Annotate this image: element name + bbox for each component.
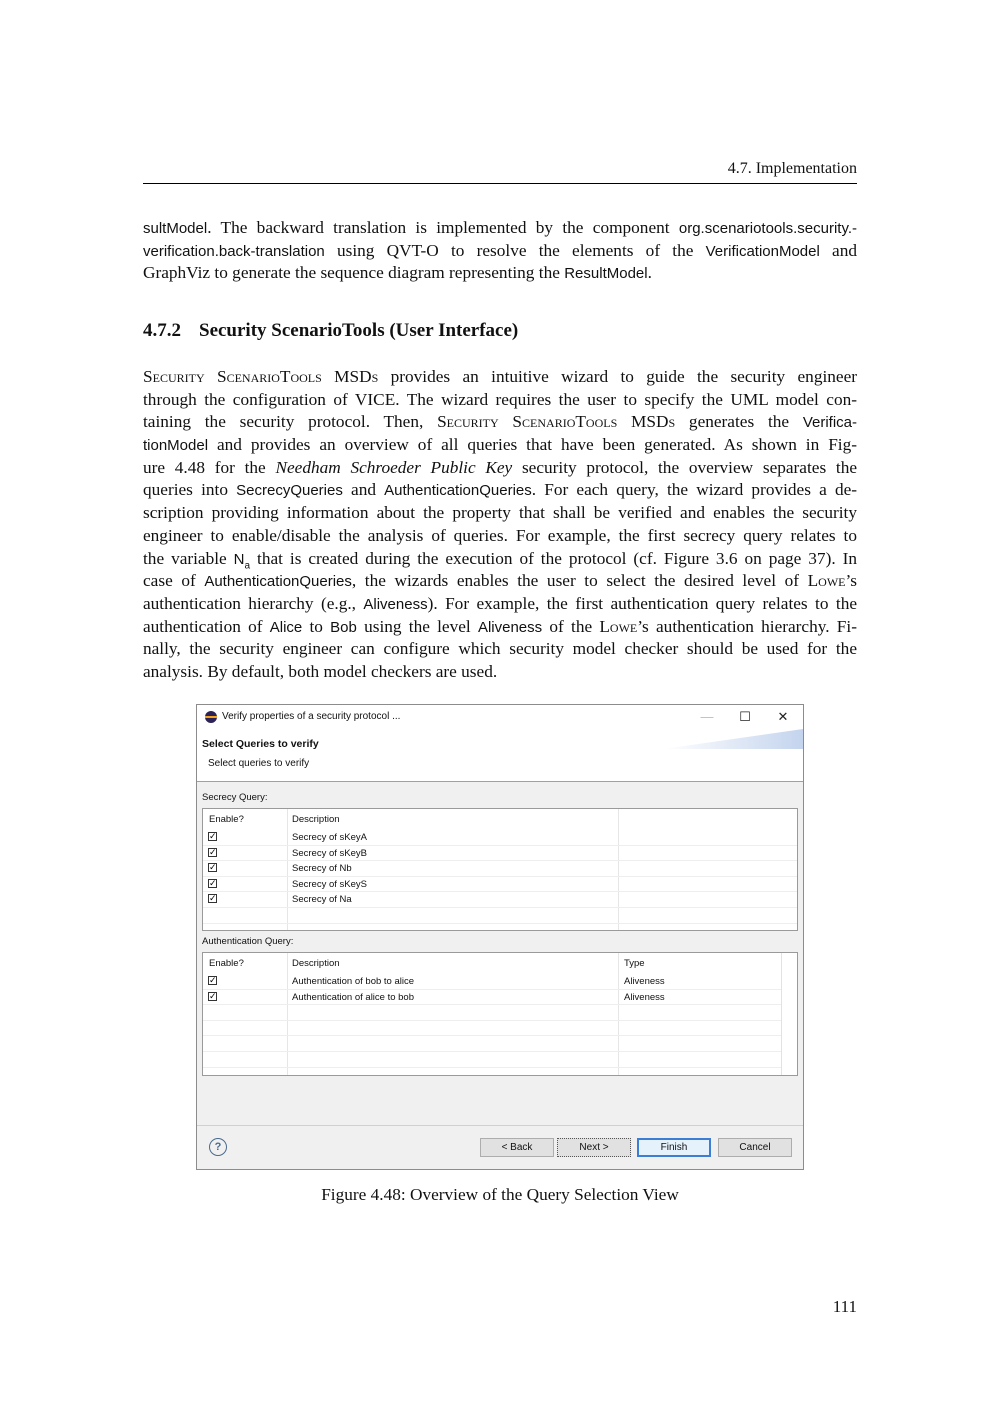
intro-line-2 xyxy=(143,240,857,263)
text-run: ure 4.48 for the xyxy=(143,457,276,477)
text-run: authentication hierarchy (e.g., xyxy=(143,593,364,613)
text-run: and xyxy=(819,240,857,260)
wizard-page-title: Select Queries to verify xyxy=(202,738,319,750)
code-term: AuthenticationQueries xyxy=(384,482,532,500)
text-run: . xyxy=(647,263,652,283)
tool-name: Security ScenarioTools MSDs xyxy=(143,367,379,386)
code-term: Bob xyxy=(330,618,357,636)
table-header xyxy=(203,809,797,827)
table-row-empty xyxy=(203,908,797,924)
page-number: 111 xyxy=(832,1297,857,1316)
enable-checkbox[interactable]: ✓ xyxy=(209,862,217,873)
window-title: Verify properties of a security protocol ... xyxy=(222,711,401,722)
minimize-button[interactable]: — xyxy=(700,709,714,724)
query-description: Secrecy of sKeyA xyxy=(292,832,367,843)
query-selection-dialog xyxy=(196,704,804,1170)
enable-checkbox[interactable]: ✓ xyxy=(209,975,217,985)
column-header-type[interactable]: Type xyxy=(624,958,645,969)
authentication-type[interactable]: Aliveness xyxy=(624,991,665,1003)
code-term: verification.back-translation xyxy=(143,242,325,260)
author-name: Lowe xyxy=(599,616,638,636)
code-term: ResultModel xyxy=(564,265,648,283)
text-run: to xyxy=(302,616,331,636)
section-number: 4.7.2 xyxy=(143,320,181,341)
table-row[interactable] xyxy=(203,830,797,846)
eclipse-icon xyxy=(205,711,217,723)
body-line-10 xyxy=(143,570,857,593)
tool-name: Security ScenarioTools MSDs xyxy=(437,412,676,432)
text-run: using the level xyxy=(356,616,478,636)
query-description: Authentication of bob to alice xyxy=(292,976,415,987)
body-line-3 xyxy=(143,411,857,434)
footer-divider xyxy=(197,1125,803,1126)
code-term: Alice xyxy=(269,618,303,636)
enable-checkbox[interactable]: ✓ xyxy=(209,990,217,1001)
text-run: provides an intuitive wizard to guide the security engineer xyxy=(378,367,858,386)
text-run: ’s authentication hierarchy. Fi- xyxy=(637,616,857,636)
body-line-11 xyxy=(143,593,857,616)
body-line-14: analysis. By default, both model checkers are used. xyxy=(143,661,498,681)
banner-graphic xyxy=(663,729,803,749)
enable-checkbox[interactable]: ✓ xyxy=(209,893,217,904)
window-titlebar xyxy=(197,705,803,729)
help-icon[interactable]: ? xyxy=(209,1138,227,1156)
table-row[interactable] xyxy=(203,974,797,990)
author-name: Lowe xyxy=(807,571,846,591)
query-description: Secrecy of sKeyS xyxy=(292,878,367,890)
table-row[interactable] xyxy=(203,861,797,877)
text-run: . The backward translation is implemented by the component xyxy=(207,218,679,237)
body-line-8: engineer to enable/disable the analysis of queries. For example, the first secrecy query relates to xyxy=(143,525,857,545)
table-row-empty xyxy=(203,1005,797,1021)
body-line-4 xyxy=(143,434,857,457)
authentication-type[interactable]: Aliveness xyxy=(624,976,665,987)
body-line-5 xyxy=(143,457,857,480)
column-header-description[interactable]: Description xyxy=(292,958,340,969)
running-header: 4.7. Implementation xyxy=(727,160,857,177)
text-run: taining the security protocol. Then, xyxy=(143,412,438,432)
table-row[interactable] xyxy=(203,892,797,908)
text-run: case of xyxy=(143,571,205,591)
subscript: a xyxy=(244,559,251,571)
text-run: , the wizards enables the user to select the desired level of xyxy=(351,571,808,591)
table-row[interactable] xyxy=(203,846,797,862)
close-button[interactable]: ✕ xyxy=(777,709,789,724)
intro-paragraph xyxy=(143,217,857,285)
text-run: ). For example, the first authentication query relates to the xyxy=(427,593,858,613)
text-run: GraphViz to generate the sequence diagram representing the xyxy=(143,263,565,283)
body-paragraph xyxy=(143,366,857,684)
code-term: sultModel xyxy=(143,220,208,237)
finish-button[interactable]: Finish xyxy=(637,1138,711,1157)
body-line-1 xyxy=(143,366,857,389)
secrecy-query-table[interactable] xyxy=(202,808,798,931)
body-line-13: nally, the security engineer can configure which security model checker should be used for the xyxy=(143,639,857,659)
wizard-banner xyxy=(197,729,803,782)
text-run: and provides an overview of all queries that have been generated. As shown in Fig- xyxy=(208,435,857,455)
enable-checkbox[interactable]: ✓ xyxy=(209,846,217,857)
enable-checkbox[interactable]: ✓ xyxy=(209,831,217,841)
code-term: SecrecyQueries xyxy=(236,482,343,500)
figure-caption: Figure 4.48: Overview of the Query Selection View xyxy=(321,1185,679,1204)
text-run: security protocol, the overview separates the xyxy=(512,457,858,477)
authentication-query-table[interactable] xyxy=(202,952,798,1076)
code-term: Verifica- xyxy=(802,414,858,432)
next-button[interactable]: Next > xyxy=(557,1138,631,1157)
code-term: Aliveness xyxy=(477,618,543,636)
query-description: Authentication of alice to bob xyxy=(292,991,415,1003)
text-run: queries into xyxy=(143,480,237,500)
code-term: N xyxy=(233,550,245,568)
text-run: . For each query, the wizard provides a de- xyxy=(531,480,858,500)
text-run: that is created during the execution of the protocol (cf. Figure 3.6 on page 37). In xyxy=(250,548,857,568)
intro-line-1 xyxy=(143,217,857,240)
code-term: org.scenariotools.security.- xyxy=(678,220,857,237)
column-header-enable[interactable]: Enable? xyxy=(209,814,244,825)
code-term: AuthenticationQueries xyxy=(204,573,352,591)
authentication-query-label: Authentication Query: xyxy=(202,936,294,947)
enable-checkbox[interactable]: ✓ xyxy=(209,877,217,888)
query-description: Secrecy of Nb xyxy=(292,863,352,875)
text-run: using QVT-O to resolve the elements of the xyxy=(324,240,706,260)
vertical-scrollbar[interactable] xyxy=(781,953,797,1075)
protocol-name: Needham Schroeder Public Key xyxy=(275,457,513,477)
table-row[interactable] xyxy=(203,990,797,1006)
query-description: Secrecy of Na xyxy=(292,894,352,906)
text-run: ’s xyxy=(845,571,858,591)
text-run: generates the xyxy=(675,412,803,432)
intro-line-3 xyxy=(143,262,857,285)
code-term: VerificationModel xyxy=(705,242,820,260)
table-row-empty xyxy=(203,1036,797,1052)
table-row[interactable] xyxy=(203,877,797,893)
code-term: tionModel xyxy=(143,437,209,455)
column-header-enable[interactable]: Enable? xyxy=(209,958,244,969)
maximize-button[interactable]: ☐ xyxy=(739,709,751,724)
wizard-page-subtitle: Select queries to verify xyxy=(208,758,310,769)
text-run: the variable xyxy=(143,548,234,568)
section-title: Security ScenarioTools (User Interface) xyxy=(199,320,519,341)
header-rule xyxy=(143,183,857,184)
table-header xyxy=(203,953,797,971)
table-row-empty xyxy=(203,1052,797,1068)
back-button[interactable]: < Back xyxy=(480,1138,554,1157)
body-line-12 xyxy=(143,616,857,639)
body-line-7: scription providing information about the property that shall be verified and enables the security xyxy=(143,503,857,523)
cancel-button[interactable]: Cancel xyxy=(718,1138,792,1157)
table-row-empty xyxy=(203,1021,797,1037)
body-line-9 xyxy=(143,548,857,571)
query-description: Secrecy of sKeyB xyxy=(292,847,367,859)
body-line-6 xyxy=(143,479,857,502)
text-run: authentication of xyxy=(143,616,270,636)
text-run: and xyxy=(342,480,385,500)
body-line-2: through the configuration of VICE. The wizard requires the user to specify the UML model con- xyxy=(143,389,857,409)
section-heading xyxy=(143,320,518,342)
code-term: Aliveness xyxy=(363,595,428,613)
text-run: of the xyxy=(542,616,600,636)
secrecy-query-label: Secrecy Query: xyxy=(202,792,268,803)
column-header-description[interactable]: Description xyxy=(292,814,340,825)
